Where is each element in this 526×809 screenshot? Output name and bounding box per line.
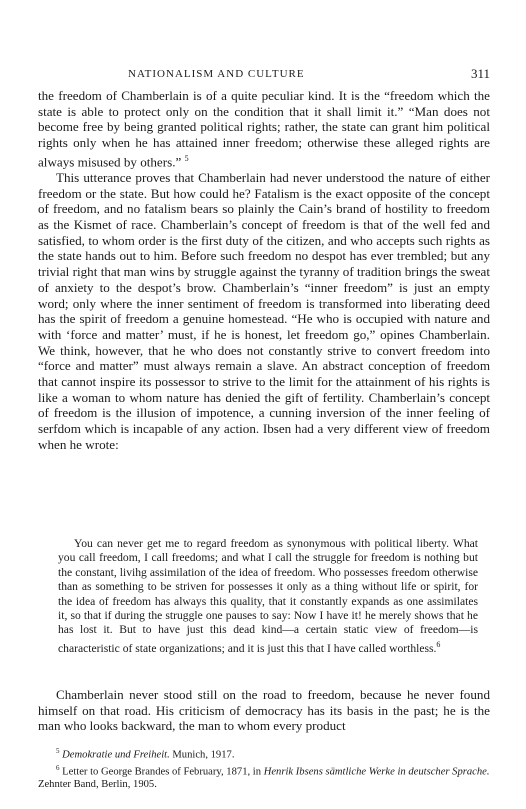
main-text	[38, 88, 490, 453]
footnotes	[38, 745, 490, 792]
block-quote	[58, 537, 478, 656]
running-head-title: NATIONALISM AND CULTURE	[128, 68, 305, 80]
paragraph: the freedom of Chamberlain is of a quite peculiar kind. It is the “freedom which the state is able to protect only on the condition that it shall limit it.” “Man does not become free by being granted political rights; rather, the state can grant him political rights only when he has attained inner freedom; otherwise these alleged rights are always misused by others.” $^5$	[38, 88, 490, 170]
footnote: $^6$ Letter to George Brandes of February, 1871, in Henrik Ibsens sämtliche Werke in deutscher Sprache. Zehnter Band, Berlin, 1905.	[38, 763, 490, 791]
footnote: $^5$ Demokratie und Freiheit. Munich, 1917.	[56, 747, 235, 761]
footnote-ref: 5	[184, 153, 189, 163]
paragraph: Chamberlain never stood still on the road to freedom, because he never found himself on that road. His criticism of democracy has its basis in the past; he is the man who looks backward, the man to whom every product	[38, 687, 490, 734]
paragraph: This utterance proves that Chamberlain had never understood the nature of either freedom or the state. But how could he? Fatalism is the exact opposite of the concept of freedom, and no fatalism bears so plainly the Cain’s brand of hostility to freedom as the Kismet of race. Chamberlain’s concept of freedom is that of the well fed and satisfied, to whom order is the first duty of the citizen, and who accepts such rights as the state hands out to him. Before such freedom no despot has ever trembled; but any trivial right that man wins by struggle against the tyranny of tradition brings the sweat of anxiety to the despot’s brow. Chamberlain’s “inner freedom” is just an empty word; only where the inner sentiment of freedom is transformed into liberating deed has the spirit of freedom a genuine homestead. “He who is occupied with nature and with ‘force and matter’ must, if he is honest, let freedom go,” opines Chamberlain. We think, however, that he who does not constantly strive to convert freedom into “force and matter” must always remain a slave. An abstract conception of freedom that cannot inspire its possessor to strive to the limit for the attainment of his rights is like a woman to whom nature has denied the gift of fertility. Chamberlain’s concept of freedom is the illusion of impotence, a cunning inversion of the inner feeling of serfdom which is incapable of any action. Ibsen had a very different view of freedom when he wrote:	[38, 169, 490, 452]
quote-text: You can never get me to regard freedom as synonymous with political liberty. What you call freedom, I call freedoms; and what I call the struggle for freedom is nothing but the constant, livihg assimilation of the idea of freedom. Who possesses freedom otherwise than as something to be striven for possesses it only as a thing without life or spirit, for the idea of freedom has always this quality, that it constantly expands as one assimilates it, so that if during the struggle one pauses to say: Now I have it! he merely shows that he has lost it. But to have just this dead kind—a certain static view of freedom—is characteristic of state organizations; and it is just this that I have called worthless.$^6$	[58, 537, 478, 655]
page-number: 311	[470, 66, 490, 81]
footnote-ref: 6	[436, 639, 441, 649]
closing-text	[38, 687, 490, 734]
